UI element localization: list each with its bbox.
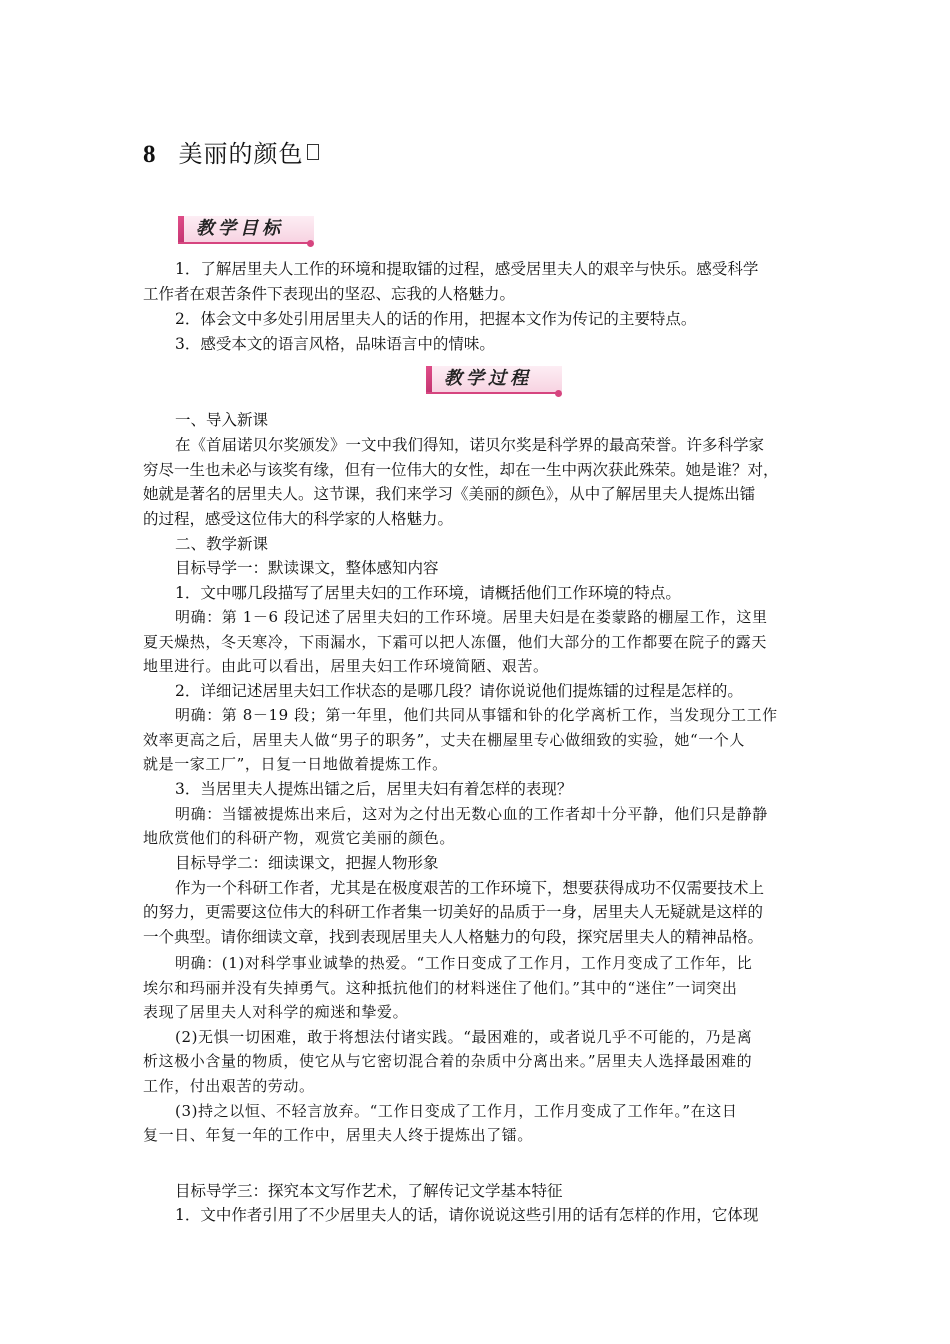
- paragraph-line: 1．文中作者引用了不少居里夫人的话，请你说说这些引用的话有怎样的作用，它体现: [175, 1206, 759, 1224]
- paragraph-line: 一、导入新课: [175, 411, 269, 429]
- banner-dot-icon: [307, 240, 314, 247]
- banner-accent-icon: [178, 216, 184, 242]
- banner-accent-icon: [426, 366, 432, 392]
- paragraph-line: 2．详细记述居里夫妇工作状态的是哪几段？请你说说他们提炼镭的过程是怎样的。: [175, 682, 743, 700]
- paragraph-line: 明确：第 8－19 段；第一年里，他们共同从事镭和钋的化学离析工作，当发现分工工作: [175, 706, 778, 724]
- paragraph-line: 工作，付出艰苦的劳动。: [143, 1077, 315, 1095]
- paragraph-line: 在《首届诺贝尔奖颁发》一文中我们得知，诺贝尔奖是科学界的最高荣誉。许多科学家: [175, 436, 765, 454]
- paragraph-line: 明确：当镭被提炼出来后，这对为之付出无数心血的工作者却十分平静，他们只是静静: [175, 805, 768, 823]
- paragraph-line: 的努力，更需要这位伟大的科研工作者集一切美好的品质于一身，居里夫人无疑就是这样的: [143, 903, 764, 921]
- paragraph-line: 复一日、年复一年的工作中，居里夫人终于提炼出了镭。: [143, 1126, 534, 1144]
- paragraph-line: 效率更高之后，居里夫人做“男子的职务”，丈夫在棚屋里专心做细致的实验，她“一个人: [143, 731, 746, 749]
- paragraph-line: 明确：(1)对科学事业诚挚的热爱。“工作日变成了工作月，工作月变成了工作年，比: [175, 954, 753, 972]
- paragraph-line: 夏天燥热，冬天寒冷，下雨漏水，下霜可以把人冻僵，他们大部分的工作都要在院子的露天: [143, 633, 768, 651]
- lesson-title-text: 美丽的颜色: [178, 140, 304, 168]
- objective-line: 2．体会文中多处引用居里夫人的话的作用，把握本文作为传记的主要特点。: [175, 310, 697, 328]
- paragraph-line: (2)无惧一切困难，敢于将想法付诸实践。“最困难的，或者说几乎不可能的，乃是离: [175, 1028, 753, 1046]
- paragraph-line: 地里进行。由此可以看出，居里夫妇工作环境简陋、艰苦。: [143, 657, 549, 675]
- section-heading: 目标导学三：探究本文写作艺术，了解传记文学基本特征: [175, 1182, 563, 1200]
- paragraph-line: 1．文中哪几段描写了居里夫妇的工作环境，请概括他们工作环境的特点。: [175, 584, 681, 602]
- process-section: [143, 410, 807, 1230]
- paragraph-line: 析这极小含量的物质，使它从与它密切混合着的杂质中分离出来。”居里夫人选择最困难的: [143, 1052, 753, 1070]
- section-heading: 目标导学一：默读课文，整体感知内容: [175, 559, 439, 577]
- paragraph-line: 明确：第 1－6 段记述了居里夫妇的工作环境。居里夫妇是在娄蒙路的棚屋工作，这里: [175, 608, 768, 626]
- objective-line: 3．感受本文的语言风格，品味语言中的情味。: [175, 335, 495, 353]
- paragraph-line: 就是一家工厂”，日复一日地做着提炼工作。: [143, 755, 448, 773]
- paragraph-line: 的过程，感受这位伟大的科学家的人格魅力。: [143, 510, 454, 528]
- paragraph-line: 埃尔和玛丽并没有失掉勇气。这种抵抗他们的材料迷住了他们。”其中的“迷住”一词突出: [143, 979, 738, 997]
- process-banner: [426, 366, 562, 394]
- banner-dot-icon: [555, 390, 562, 397]
- objective-line: 1．了解居里夫人工作的环境和提取镭的过程，感受居里夫人的艰辛与快乐。感受科学: [175, 260, 759, 278]
- objectives-banner: [178, 216, 314, 244]
- process-banner-label: 教学过程: [444, 368, 532, 389]
- paragraph-line: (3)持之以恒、不轻言放弃。“工作日变成了工作月，工作月变成了工作年。”在这日: [175, 1102, 738, 1120]
- paragraph-line: 她就是著名的居里夫人。这节课，我们来学习《美丽的颜色》，从中了解居里夫人提炼出镭: [143, 485, 756, 503]
- lesson-title: [143, 140, 319, 169]
- paragraph-line: 3．当居里夫人提炼出镭之后，居里夫妇有着怎样的表现？: [175, 780, 573, 798]
- section-heading: 目标导学二：细读课文，把握人物形象: [175, 854, 439, 872]
- objective-line: 工作者在艰苦条件下表现出的坚忍、忘我的人格魅力。: [143, 285, 516, 303]
- paragraph-line: 作为一个科研工作者，尤其是在极度艰苦的工作环境下，想要获得成功不仅需要技术上: [175, 879, 765, 897]
- paragraph-line: 二、教学新课: [175, 535, 269, 553]
- lesson-number: 8: [143, 141, 157, 168]
- paragraph-line: 地欣赏他们的科研产物，观赏它美丽的颜色。: [143, 829, 456, 847]
- missing-glyph-icon: [307, 144, 319, 160]
- paragraph-line: 一个典型。请你细读文章，找到表现居里夫人人格魅力的句段，探究居里夫人的精神品格。: [143, 928, 764, 946]
- paragraph-line: 表现了居里夫人对科学的痴迷和挚爱。: [143, 1003, 409, 1021]
- objectives-banner-label: 教学目标: [196, 218, 284, 239]
- paragraph-line: 穷尽一生也未必与该奖有缘，但有一位伟大的女性，却在一生中两次获此殊荣。她是谁？对，: [143, 461, 779, 479]
